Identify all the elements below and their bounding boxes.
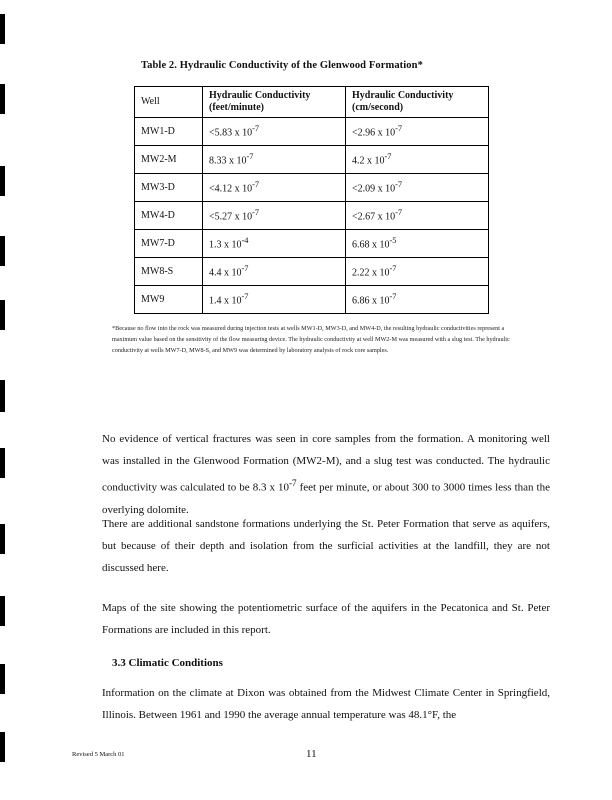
cell-ft: <4.12 x $10^{-7}$ <box>203 174 346 202</box>
cell-well: MW4-D <box>135 202 203 230</box>
binder-mark <box>0 732 5 762</box>
table-row <box>135 174 489 202</box>
binder-mark <box>0 14 5 44</box>
binder-mark <box>0 380 5 412</box>
cell-well: MW9 <box>135 286 203 314</box>
table-row <box>135 202 489 230</box>
binder-mark <box>0 84 5 114</box>
hydraulic-conductivity-table <box>134 86 489 314</box>
cell-ft: 1.4 x $10^{-7}$ <box>203 286 346 314</box>
table-row <box>135 286 489 314</box>
section-heading: 3.3 Climatic Conditions <box>112 657 223 669</box>
header-well: Well <box>135 87 203 118</box>
header-cm-per-second <box>346 87 489 118</box>
header-feet-per-minute <box>203 87 346 118</box>
cell-ft: 8.33 x $10^{-7}$ <box>203 146 346 174</box>
binder-mark <box>0 300 5 330</box>
paragraph-sandstone-formations: There are additional sandstone formations underlying the St. Peter Formation that serve as aquifers, but because of their depth and isolation from the surficial activities at the landfill, they are not discussed here. <box>102 518 550 574</box>
paragraph-vertical-fractures: No evidence of vertical fractures was seen in core samples from the formation. A monitoring well was installed in the Glenwood Formation (MW2-M), and a slug test was conducted. The hydraulic conductivity was calculated to be 8.3 x $10^{-7}$ feet per minute, or about 300 to 3000 times less than the overlying dolomite. <box>102 433 550 516</box>
header-cm-line2: (cm/second) <box>352 102 404 113</box>
cell-cm: <2.67 x $10^{-7}$ <box>346 202 489 230</box>
table-footnote: *Because no flow into the rock was measured during injection tests at wells MW1-D, MW3-D, and MW4-D, the resulting hydraulic conductivities represent a maximum value based on the sensitivity of the flow measuring device. The hydraulic conductivity at well MW2-M was measured with a slug test. The hydraulic conductivity at wells MW7-D, MW8-S, and MW9 was determined by laboratory analysis of rock core samples. <box>112 325 510 355</box>
table-caption: Table 2. Hydraulic Conductivity of the Glenwood Formation* <box>141 60 423 71</box>
footer-revision: Revised 5 March 01 <box>72 751 125 758</box>
table-row <box>135 230 489 258</box>
header-ft-line1: Hydraulic Conductivity <box>209 90 311 101</box>
header-cm-line1: Hydraulic Conductivity <box>352 90 454 101</box>
cell-cm: 2.22 x $10^{-7}$ <box>346 258 489 286</box>
cell-cm: <2.09 x $10^{-7}$ <box>346 174 489 202</box>
cell-cm: <2.96 x $10^{-7}$ <box>346 118 489 146</box>
binder-mark <box>0 236 5 266</box>
binder-mark <box>0 166 5 196</box>
page-number: 11 <box>306 748 317 760</box>
cell-ft: <5.27 x $10^{-7}$ <box>203 202 346 230</box>
paragraph-site-maps: Maps of the site showing the potentiometric surface of the aquifers in the Pecatonica and St. Peter Formations are included in this report. <box>102 602 550 636</box>
table-header-row <box>135 87 489 118</box>
cell-ft: 4.4 x $10^{-7}$ <box>203 258 346 286</box>
table-row <box>135 146 489 174</box>
cell-cm: 4.2 x $10^{-7}$ <box>346 146 489 174</box>
binder-mark <box>0 524 5 554</box>
table-row <box>135 118 489 146</box>
cell-cm: 6.68 x $10^{-5}$ <box>346 230 489 258</box>
binder-mark <box>0 664 5 694</box>
cell-well: MW3-D <box>135 174 203 202</box>
cell-well: MW8-S <box>135 258 203 286</box>
paragraph-climate: Information on the climate at Dixon was obtained from the Midwest Climate Center in Springfield, Illinois. Between 1961 and 1990 the average annual temperature was 48.1°F, the <box>102 687 550 721</box>
cell-well: MW2-M <box>135 146 203 174</box>
cell-well: MW7-D <box>135 230 203 258</box>
binder-mark <box>0 448 5 478</box>
table-row <box>135 258 489 286</box>
binder-mark <box>0 596 5 626</box>
cell-cm: 6.86 x $10^{-7}$ <box>346 286 489 314</box>
header-ft-line2: (feet/minute) <box>209 102 264 113</box>
cell-well: MW1-D <box>135 118 203 146</box>
cell-ft: <5.83 x $10^{-7}$ <box>203 118 346 146</box>
cell-ft: 1.3 x $10^{-4}$ <box>203 230 346 258</box>
